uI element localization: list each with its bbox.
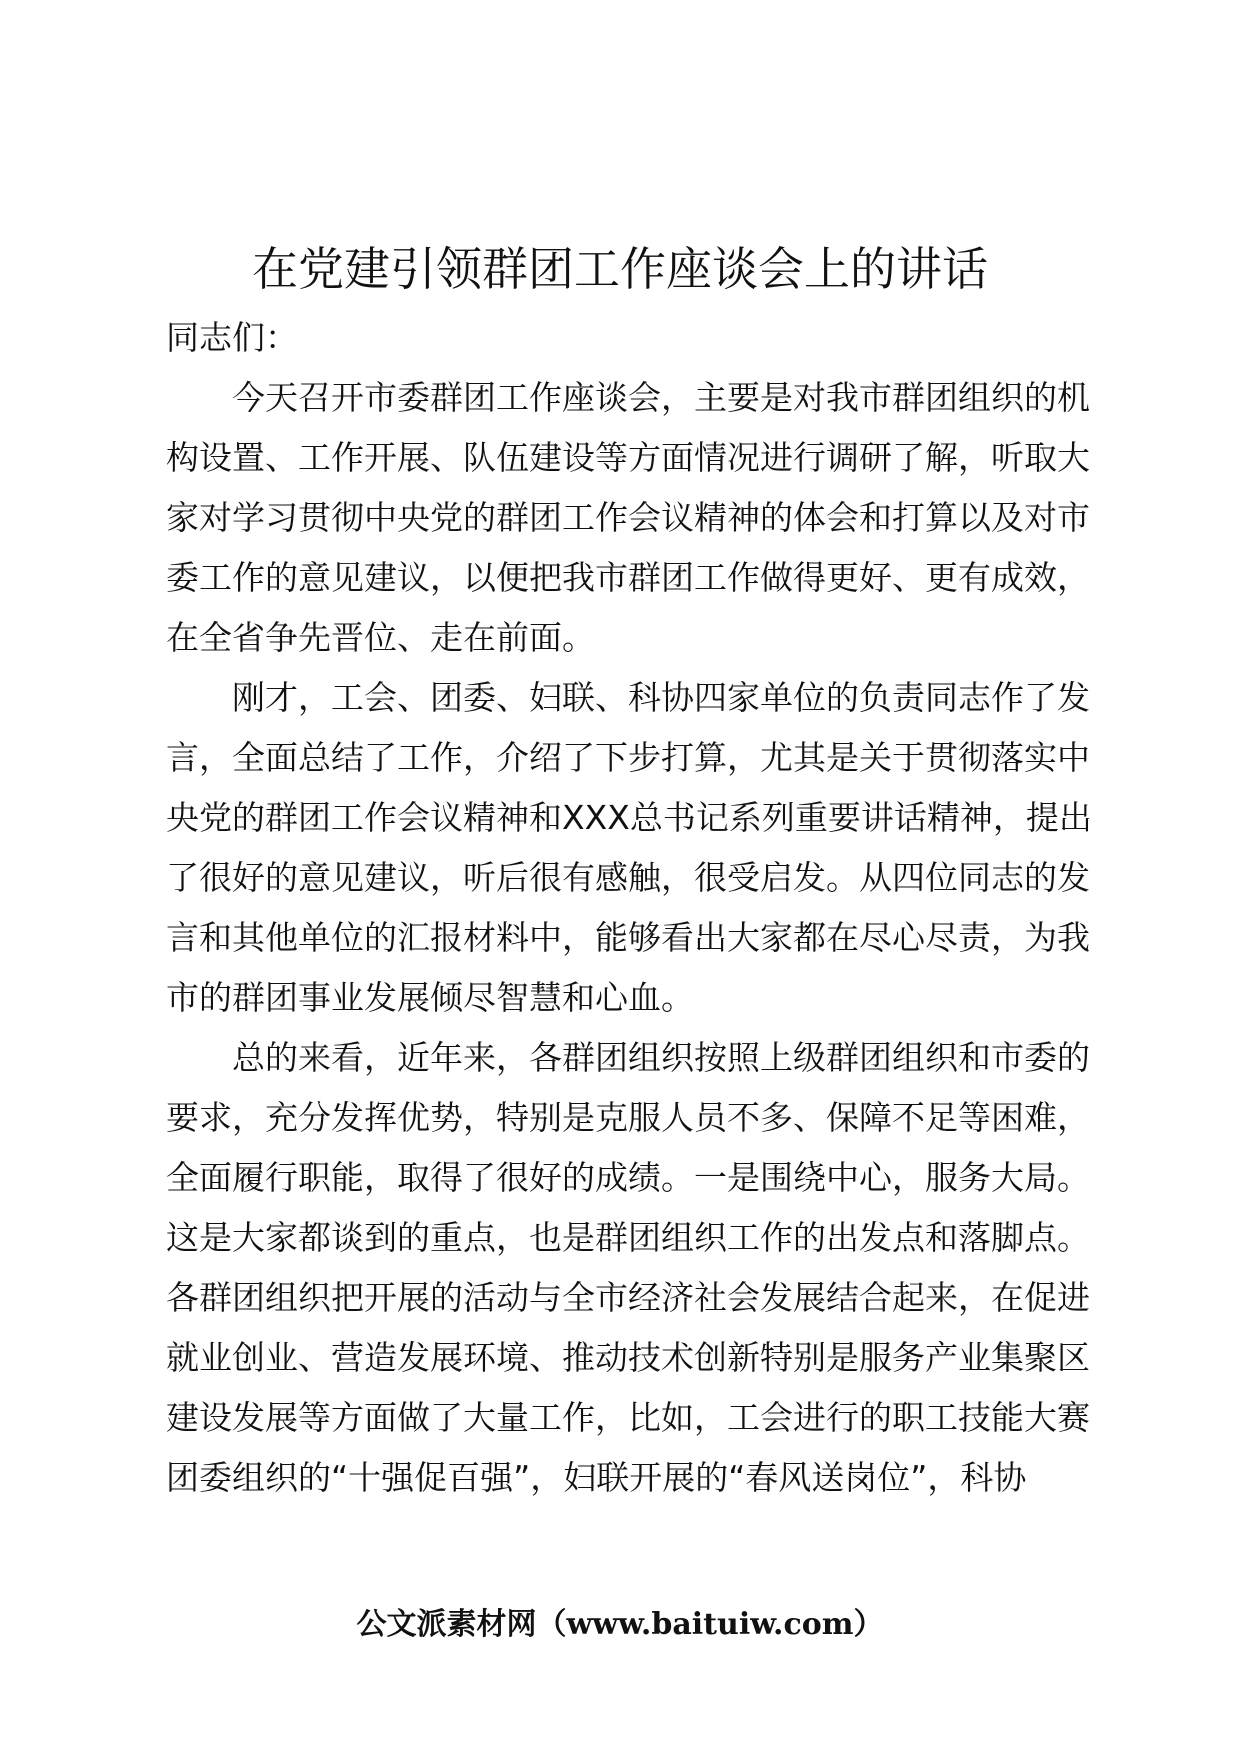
text-line: 在全省争先晋位、走在前面。: [166, 618, 595, 657]
document-body: [166, 308, 1110, 1508]
text-line: 央党的群团工作会议精神和XXX总书记系列重要讲话精神，提出: [166, 798, 1092, 837]
text-line: 构设置、工作开展、队伍建设等方面情况进行调研了解，听取大: [166, 438, 1090, 477]
text-line: 家对学习贯彻中央党的群团工作会议精神的体会和打算以及对市: [166, 498, 1090, 537]
text-line: 这是大家都谈到的重点，也是群团组织工作的出发点和落脚点。: [166, 1218, 1090, 1257]
document-title: 在党建引领群团工作座谈会上的讲话: [252, 242, 988, 296]
text-line: 全面履行职能，取得了很好的成绩。一是围绕中心，服务大局。: [166, 1158, 1090, 1197]
text-line: 市的群团事业发展倾尽智慧和心血。: [166, 978, 694, 1017]
text-line: 委工作的意见建议，以便把我市群团工作做得更好、更有成效，: [166, 558, 1090, 597]
text-line: 各群团组织把开展的活动与全市经济社会发展结合起来，在促进: [166, 1278, 1090, 1317]
salutation: 同志们：: [166, 318, 298, 357]
text-line: 了很好的意见建议，听后很有感触，很受启发。从四位同志的发: [166, 858, 1090, 897]
text-line: 言和其他单位的汇报材料中，能够看出大家都在尽心尽责，为我: [166, 918, 1090, 957]
text-line: 要求，充分发挥优势，特别是克服人员不多、保障不足等困难，: [166, 1098, 1090, 1137]
text-line: 总的来看，近年来，各群团组织按照上级群团组织和市委的: [232, 1038, 1090, 1077]
text-line: 就业创业、营造发展环境、推动技术创新特别是服务产业集聚区: [166, 1338, 1090, 1377]
text-line: 言，全面总结了工作，介绍了下步打算，尤其是关于贯彻落实中: [166, 738, 1090, 777]
footer-watermark: 公文派素材网（www.baituiw.com）: [356, 1607, 884, 1642]
text-line: 刚才，工会、团委、妇联、科协四家单位的负责同志作了发: [232, 678, 1090, 717]
text-line: 建设发展等方面做了大量工作，比如，工会进行的职工技能大赛: [166, 1398, 1090, 1437]
text-line: 团委组织的“十强促百强”，妇联开展的“春风送岗位”，科协: [166, 1458, 1027, 1497]
text-line: 今天召开市委群团工作座谈会，主要是对我市群团组织的机: [232, 378, 1090, 417]
